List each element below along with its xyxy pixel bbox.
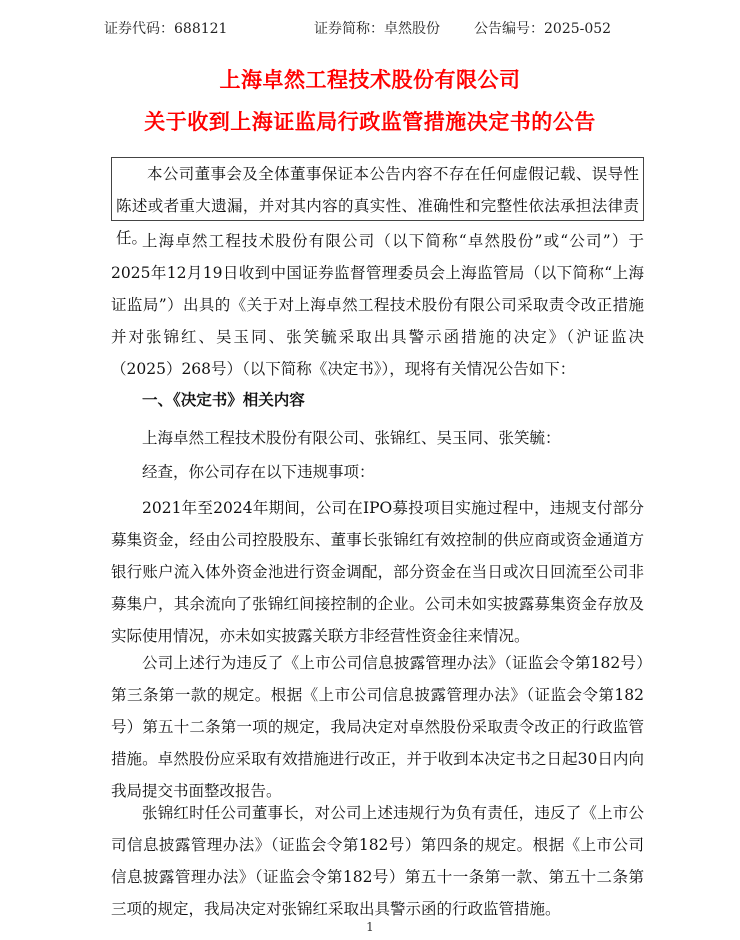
stock-name: 证券简称：卓然股份 <box>314 21 440 37</box>
chairman-measure-paragraph: 张锦红时任公司董事长，对公司上述违规行为负有责任，违反了《上市公司信息披露管理办法》（证监会令第182号）第四条的规定。根据《上市公司信息披露管理办法》（证监会令第182号）第五十一条第一款、第五十二条第三项的规定，我局决定对张锦红采取出具警示函的行政监管措施。 <box>111 804 644 918</box>
stock-code: 证券代码：688121 <box>104 21 228 37</box>
violation-paragraph: 2021年至2024年期间，公司在IPO募投项目实施过程中，违规支付部分募集资金，经由公司控股股东、董事长张锦红有效控制的供应商或资金通道方银行账户流入体外资金池进行资金调配，部分资金在当日或次日回流至公司非募集户，其余流向了张锦红间接控制的企业。公司未如实披露募集资金存放及实际使用情况，亦未如实披露关联方非经营性资金往来情况。 <box>111 499 644 645</box>
disclaimer-box <box>111 157 644 247</box>
disclaimer-text: 本公司董事会及全体董事保证本公告内容不存在任何虚假记载、误导性陈述或者重大遗漏，并对其内容的真实性、准确性和完整性依法承担法律责任。 <box>116 165 639 247</box>
company-measure-paragraph: 公司上述行为违反了《上市公司信息披露管理办法》（证监会令第182号）第三条第一款的规定。根据《上市公司信息披露管理办法》（证监会令第182号）第五十二条第一项的规定，我局决定对卓然股份采取责令改正的行政监管措施。卓然股份应采取有效措施进行改正，并于收到本决定书之日起30日内向我局提交书面整改报告。 <box>111 654 644 800</box>
intro-paragraph: 上海卓然工程技术股份有限公司（以下简称“卓然股份”或“公司”）于2025年12月19日收到中国证券监督管理委员会上海监管局（以下简称“上海证监局”）出具的《关于对上海卓然工程技术股份有限公司采取责令改正措施并对张锦红、吴玉同、张笑毓采取出具警示函措施的决定》（沪证监决（2025）268号）（以下简称《决定书》），现将有关情况公告如下： <box>111 232 644 378</box>
announcement-title: 关于收到上海证监局行政监管措施决定书的公告 <box>144 110 596 134</box>
section-heading-1: 一、《决定书》相关内容 <box>142 391 305 409</box>
page-number: 1 <box>366 920 374 934</box>
announcement-number: 公告编号：2025-052 <box>474 21 612 37</box>
finding-intro-paragraph: 经查，你公司存在以下违规事项： <box>142 463 375 481</box>
company-title: 上海卓然工程技术股份有限公司 <box>219 68 521 92</box>
addressees-paragraph: 上海卓然工程技术股份有限公司、张锦红、吴玉同、张笑毓： <box>142 429 561 447</box>
